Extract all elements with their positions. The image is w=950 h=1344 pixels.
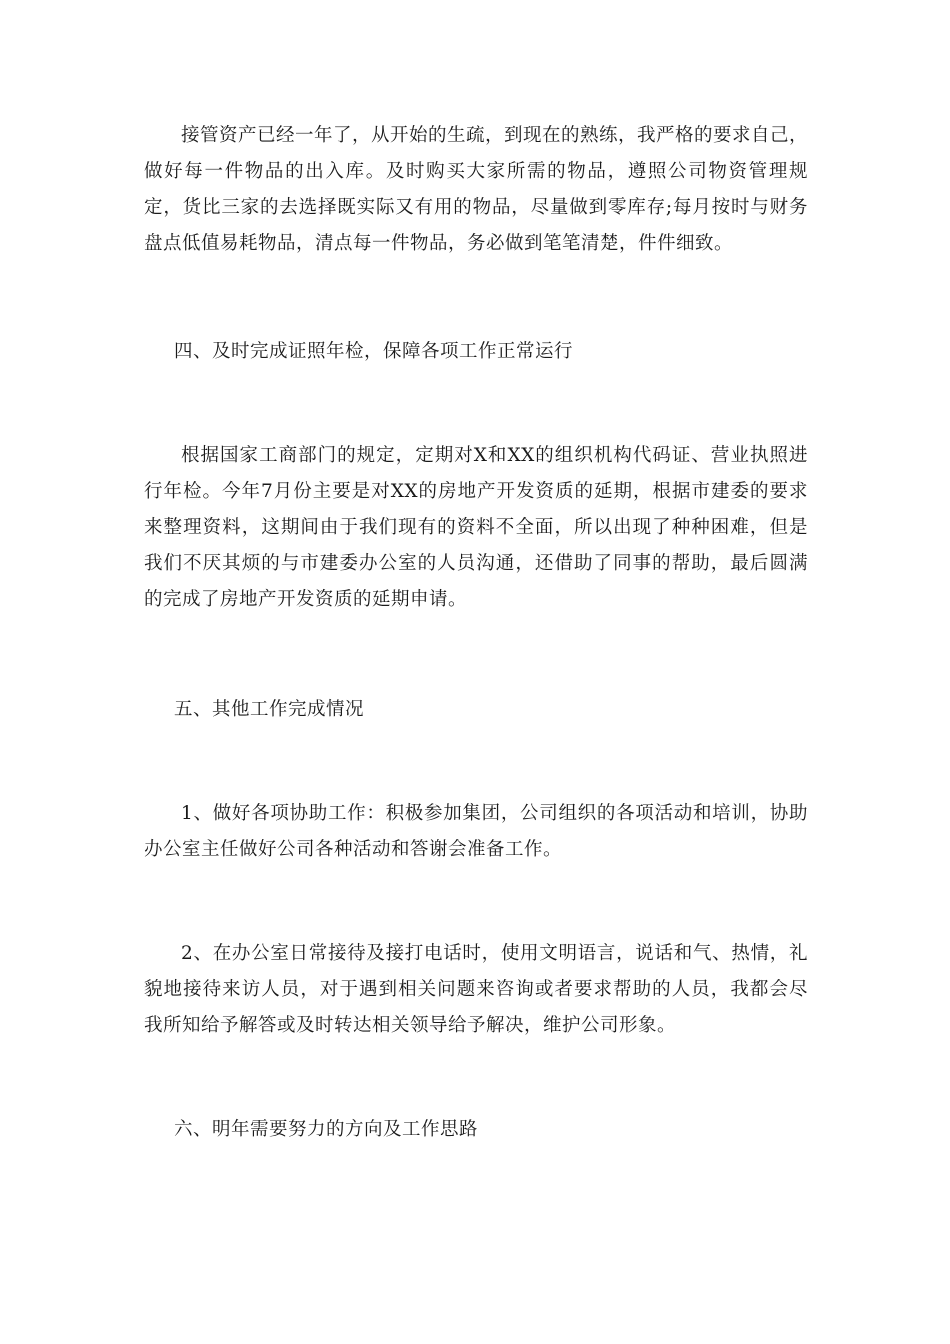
paragraph-asset-management: 接管资产已经一年了，从开始的生疏，到现在的熟练，我严格的要求自己，做好每一件物品的出入库。及时购买大家所需的物品，遵照公司物资管理规定，货比三家的去选择既实际又有用的物品，尽量做到零库存;每月按时与财务盘点低值易耗物品，清点每一件物品，务必做到笔笔清楚，件件细致。 [144, 125, 809, 254]
section-heading-4: 四、及时完成证照年检，保障各项工作正常运行 [174, 341, 574, 362]
paragraph-reception: 2、在办公室日常接待及接打电话时，使用文明语言，说话和气、热情，礼貌地接待来访人员，对于遇到相关问题来咨询或者要求帮助的人员，我都会尽我所知给予解答或及时转达相关领导给予解决，维护公司形象。 [144, 943, 808, 1036]
section-heading-6: 六、明年需要努力的方向及工作思路 [174, 1119, 479, 1140]
paragraph-license-inspection: 根据国家工商部门的规定，定期对X和XX的组织机构代码证、营业执照进行年检。今年7月份主要是对XX的房地产开发资质的延期，根据市建委的要求来整理资料，这期间由于我们现有的资料不全面，所以出现了种种困难，但是我们不厌其烦的与市建委办公室的人员沟通，还借助了同事的帮助，最后圆满的完成了房地产开发资质的延期申请。 [144, 445, 808, 610]
paragraph-assist-work: 1、做好各项协助工作：积极参加集团，公司组织的各项活动和培训，协助办公室主任做好公司各种活动和答谢会准备工作。 [144, 803, 808, 860]
section-heading-5: 五、其他工作完成情况 [174, 699, 365, 720]
